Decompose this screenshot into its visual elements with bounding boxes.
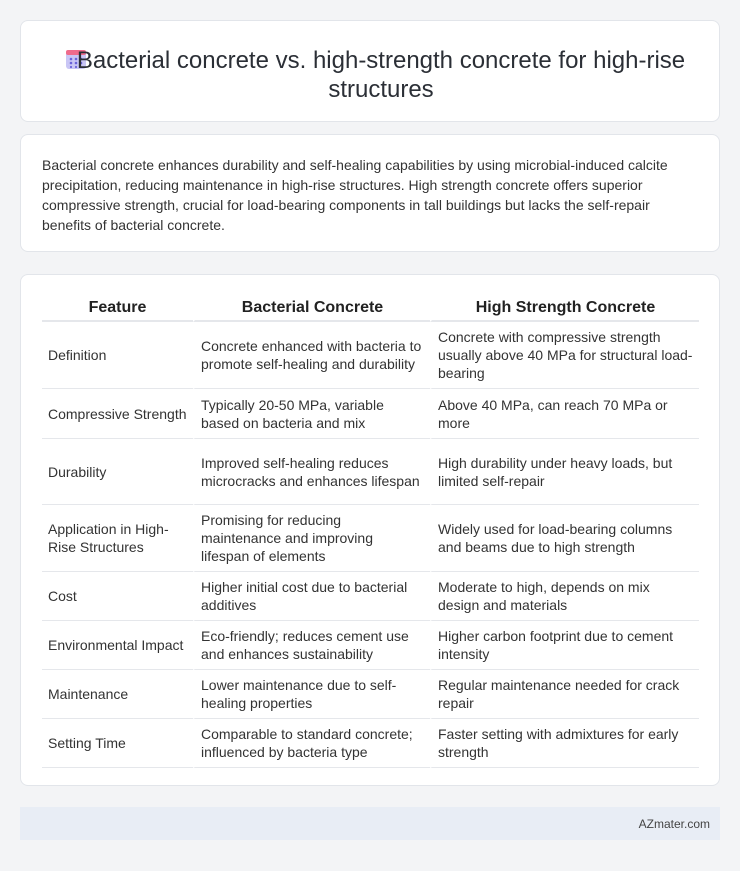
row-high-strength: Above 40 MPa, can reach 70 MPa or more [430, 389, 699, 439]
header-feature: Feature [42, 296, 193, 322]
header-bacterial-concrete: Bacterial Concrete [193, 296, 430, 322]
summary-card [20, 134, 720, 252]
row-high-strength: Faster setting with admixtures for early strength [430, 719, 699, 768]
row-feature: Maintenance [42, 670, 193, 719]
row-bacterial: Higher initial cost due to bacterial additives [193, 572, 430, 621]
row-high-strength: High durability under heavy loads, but limited self-repair [430, 439, 699, 505]
table-row [42, 572, 699, 621]
footer-brand: AZmater.com [638, 817, 710, 831]
row-bacterial: Lower maintenance due to self-healing properties [193, 670, 430, 719]
row-bacterial: Promising for reducing maintenance and improving lifespan of elements [193, 505, 430, 572]
table-row [42, 670, 699, 719]
row-feature: Durability [42, 439, 193, 505]
row-feature: Environmental Impact [42, 621, 193, 670]
header-high-strength-concrete: High Strength Concrete [430, 296, 699, 322]
table-row [42, 505, 699, 572]
page-title: Bacterial concrete vs. high-strength concrete for high-rise structures [76, 47, 686, 103]
row-feature: Setting Time [42, 719, 193, 768]
comparison-table-card [20, 274, 720, 786]
row-feature: Cost [42, 572, 193, 621]
table-row [42, 389, 699, 439]
footer-bar [20, 807, 720, 840]
row-high-strength: Higher carbon footprint due to cement intensity [430, 621, 699, 670]
row-bacterial: Improved self-healing reduces microcracks and enhances lifespan [193, 439, 430, 505]
row-feature: Definition [42, 322, 193, 389]
comparison-table [42, 296, 699, 768]
row-high-strength: Concrete with compressive strength usually above 40 MPa for structural load-bearing [430, 322, 699, 389]
row-high-strength: Regular maintenance needed for crack repair [430, 670, 699, 719]
table-row [42, 439, 699, 505]
table-header-row [42, 296, 699, 322]
row-bacterial: Eco-friendly; reduces cement use and enhances sustainability [193, 621, 430, 670]
table-row [42, 719, 699, 768]
row-bacterial: Typically 20-50 MPa, variable based on bacteria and mix [193, 389, 430, 439]
summary-paragraph: Bacterial concrete enhances durability and self-healing capabilities by using microbial-induced calcite precipitation, reducing maintenance in high-rise structures. High strength concrete offers superior compressive strength, crucial for load-bearing components in tall buildings but lacks the self-repair benefits of bacterial concrete. [42, 157, 668, 233]
row-bacterial: Comparable to standard concrete; influenced by bacteria type [193, 719, 430, 768]
row-high-strength: Moderate to high, depends on mix design and materials [430, 572, 699, 621]
table-row [42, 322, 699, 389]
row-feature: Application in High-Rise Structures [42, 505, 193, 572]
table-row [42, 621, 699, 670]
title-card [20, 20, 720, 122]
row-bacterial: Concrete enhanced with bacteria to promote self-healing and durability [193, 322, 430, 389]
row-feature: Compressive Strength [42, 389, 193, 439]
row-high-strength: Widely used for load-bearing columns and beams due to high strength [430, 505, 699, 572]
